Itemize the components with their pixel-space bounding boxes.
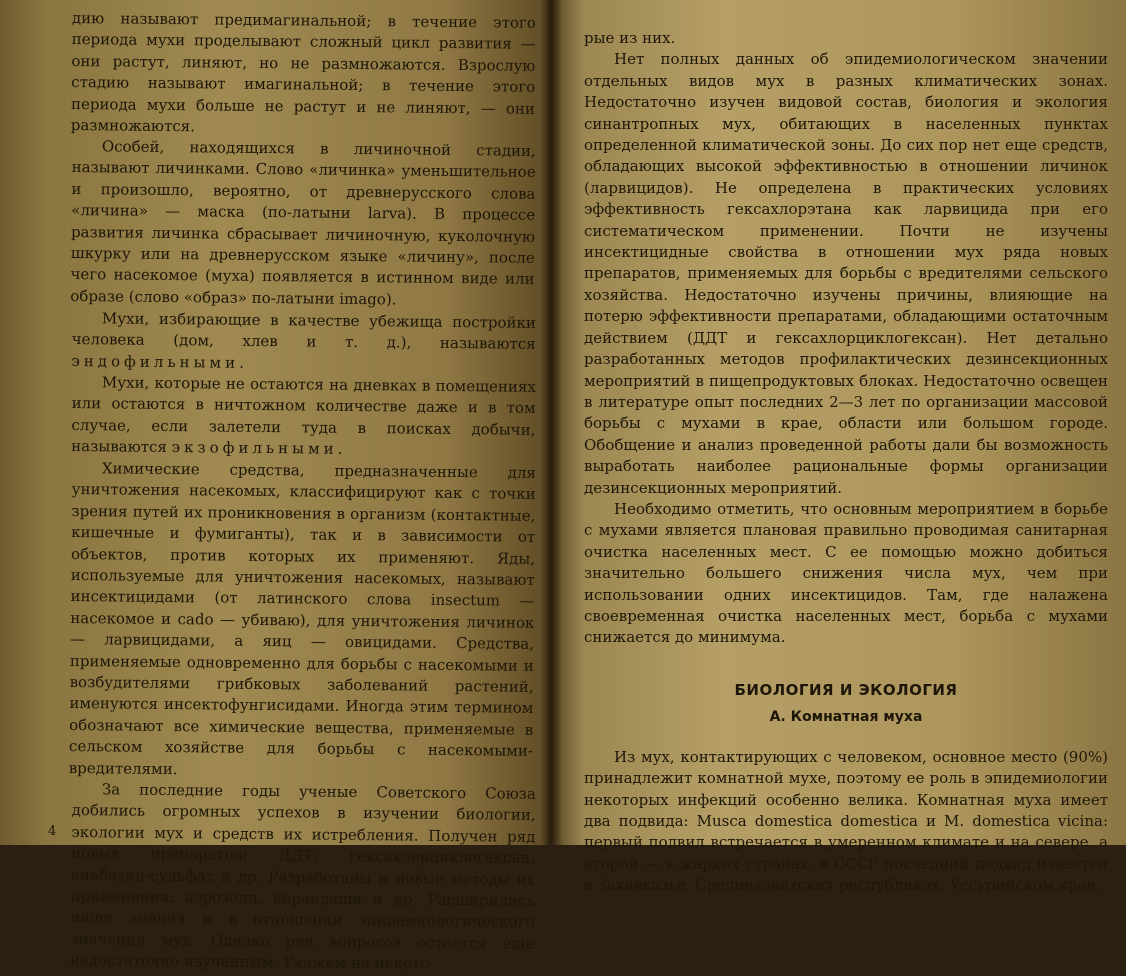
left-page: [0, 0, 556, 973]
subsection-heading: А. Комнатная муха: [769, 708, 923, 725]
right-paragraph-1: рые из них.: [584, 29, 676, 47]
left-paragraph-2: Особей, находящихся в личиночной стадии, называют личинками. Слово «личинка» уменьшительное и произошло, вероятно, от древнерусского слова «личина» — маска (по-латыни larva). В процессе развития личинка сбрасывает личиночную, куколочную шкурку или на древнерусском языке «личину», после чего насекомое (муха) появляется в истинном виде или образе (слово «образ» по-латыни imago).: [70, 137, 536, 309]
left-paragraph-4: [71, 372, 536, 462]
page-number: 4: [48, 824, 57, 839]
endophily-sentence: Мухи, избирающие в качестве убежища постройки человека (дом, хлев и т. д.), называются: [71, 309, 536, 353]
exophily-sentence: Мухи, которые не остаются на дневках в помещениях или остаются в ничтожном количестве даже и в том случае, если залетели туда в поисках добычи, называются: [71, 373, 536, 457]
left-paragraph-5: Химические средства, предназначенные для уничтожения насекомых, классифицируют как с точки зрения путей их проникновения в организм (контактные, кишечные и фумиганты), так и в зависимости от объектов, против которых их применяют. Яды, используемые для уничтожения насекомых, называют инсектицидами (от латинского слова insectum — насекомое и cado — убиваю), для уничтожения личинок — ларвицидами, а яиц — овицидами. Средства, применяемые одновременно для борьбы с насекомыми и возбудителями грибковых заболеваний растений, именуются инсектофунгисидами. Иногда этим термином обозначают все химические вещества, применяемые в сельском хозяйстве для борьбы с насекомыми-вредителями.: [68, 458, 536, 778]
right-paragraph-2: Нет полных данных об эпидемиологическом значении отдельных видов мух в разных климатических зонах. Недостаточно изучен видовой состав, биология и экология синантропных мух, обитающих в населенных пунктах определенной климатической зоны. До сих пор нет еще средств, обладающих высокой эффективностью в отношении личинок (ларвицидов). Не определена в практических условиях эффективность гексахлорэтана как ларвицида при его систематическом применении. Почти не изучены инсектицидные свойства в отношении мух ряда новых препаратов, применяемых для борьбы с вредителями сельского хозяйства. Недостаточно изучены причины, влияющие на потерю эффективности препаратами, обладающими остаточным действием (ДДТ и гексахлорциклогексан). Нет детально разработанных методов профилактических дезинсекционных мероприятий в пищепродуктовых блоках. Недостаточно освещен в литературе опыт последних 2—3 лет по организации массовой борьбы с мухами в крае, области или большом городе. Обобщение и анализ проведенной работы дали бы возможность выработать наиболее рациональные формы организации дезинсекционных мероприятий.: [584, 50, 1108, 497]
term-endophily: эндофильными.: [71, 351, 249, 372]
left-paragraph-6: За последние годы ученые Советского Союза добились огромных успехов в изучении биологии, экологии мух и средств их истребления. Получен ряд новых препаратов: ДДТ, гексахлорциклогексан, анабазин-сульфат и др. Разработаны и новые методы их применения: аэрозоли, карандаши и др. Расширились наши знания и в отношении эпидемиологического значения мух. Однако ряд вопросов остается еще недостаточно изученным. Укажем на некото-: [70, 779, 536, 973]
right-page: [548, 0, 1126, 895]
left-paragraph-1: дию называют предимагинальной; в течение этого периода мухи проделывают сложный цикл развития — они растут, линяют, но не размножаются. Взрослую стадию называют имагинальной; в течение этого периода мухи больше не растут и не линяют, — они размножаются.: [70, 8, 536, 136]
right-paragraph-4: Из мух, контактирующих с человеком, основное место (90%) принадлежит комнатной мухе, поэтому ее роль в эпидемиологии некоторых инфекций особенно велика. Комнатная муха имеет два подвида: Musca domestica domestica и M. domestica vicina: первый подвид встречается в умеренном климате и на севере, а второй — в жарких странах; в СССР последний подвид известен в Закавказье, Среднеазиатских республиках, Уссурийском крае.: [584, 747, 1108, 895]
left-paragraph-3: [71, 308, 536, 377]
section-heading: БИОЛОГИЯ И ЭКОЛОГИЯ: [734, 680, 958, 699]
right-paragraph-3: Необходимо отметить, что основным мероприятием в борьбе с мухами является плановая правильно проводимая санитарная очистка населенных мест. С ее помощью можно добиться значительно большего снижения числа мух, чем при использовании одних инсектицидов. Там, где налажена своевременная очистка населенных мест, борьба с мухами снижается до минимума.: [584, 499, 1108, 647]
term-exophily: экзофильными.: [171, 438, 347, 459]
